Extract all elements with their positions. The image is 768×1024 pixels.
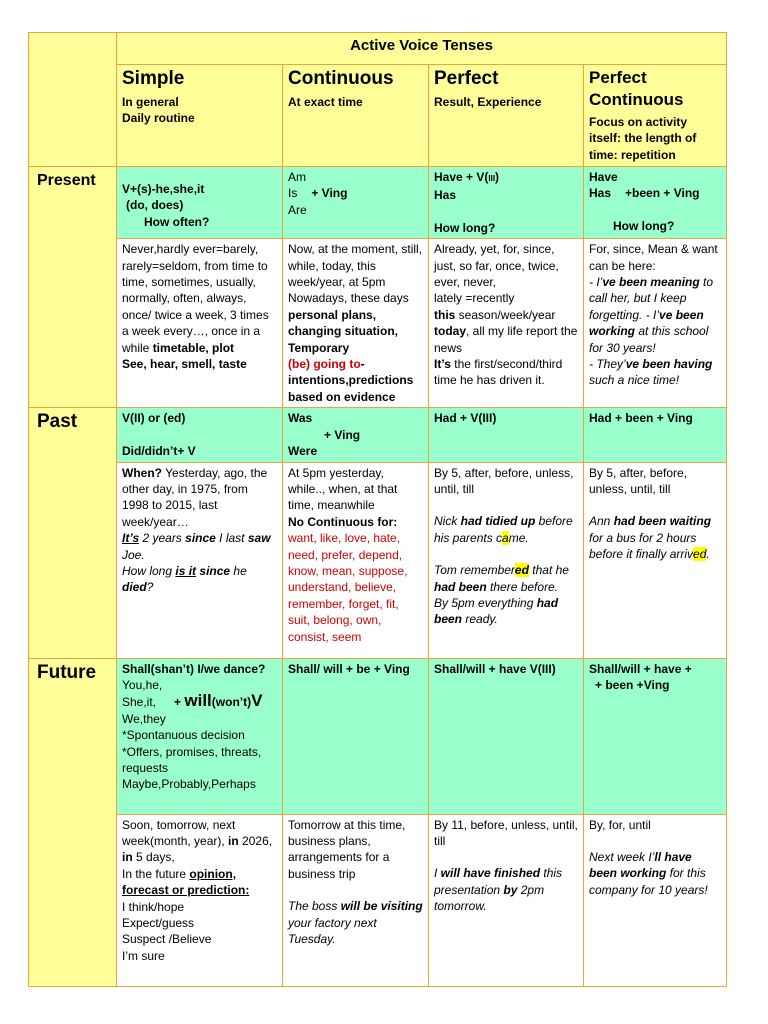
corner-cell — [29, 33, 117, 167]
use-text: 2026, — [238, 833, 273, 848]
use-text: - They’ — [589, 357, 626, 372]
column-name: Continuous — [589, 90, 684, 109]
form-line: Shall(shan’t) I/we dance? — [122, 661, 266, 676]
use-text: - I’ — [589, 275, 603, 290]
use-text: It’s — [434, 357, 451, 372]
form-line: *Offers, promises, threats, requests — [122, 744, 262, 775]
use-text: for this company for 10 years! — [589, 866, 708, 897]
form-line: Shall/ will + be + Ving — [288, 661, 410, 676]
use-text: timetable, plot — [152, 340, 235, 355]
column-sub: At exact time — [288, 95, 363, 109]
form-line: Are — [288, 202, 307, 217]
form-line: Were — [288, 444, 318, 459]
form-line: Have — [589, 170, 618, 184]
use-text: At 5pm yesterday, while.., when, at that time, meanwhile — [288, 465, 398, 513]
use-text: died — [122, 580, 147, 595]
column-sub: In general — [122, 95, 179, 109]
use-text: by — [503, 882, 518, 897]
future-continuous-use — [283, 814, 429, 986]
use-text: Expect/guess — [122, 915, 195, 930]
use-text: had been — [434, 579, 487, 594]
row-label-past: Past — [29, 408, 117, 658]
future-perfect-use — [429, 814, 584, 986]
form-line: We,they — [122, 711, 166, 726]
use-text: a — [502, 530, 509, 545]
use-text: personal plans, changing situation, Temporary — [288, 307, 398, 355]
use-text: Joe. — [122, 547, 145, 562]
use-text: ll have been working — [589, 849, 692, 881]
use-text: When? — [122, 465, 162, 480]
use-text: No Continuous for: — [288, 514, 398, 529]
use-text: this presentation — [434, 866, 563, 897]
use-text: 5 days, — [132, 850, 175, 865]
form-line: Is — [288, 186, 298, 201]
column-header-perfect-continuous — [584, 65, 727, 167]
use-text: for a bus for 2 hours before it finally arriv — [589, 530, 697, 562]
use-text: Soon, tomorrow, next week(month, year), — [122, 817, 236, 848]
form-line: + Ving — [324, 427, 361, 442]
future-simple-form — [117, 658, 283, 814]
use-text: ve been working — [589, 307, 704, 339]
use-text: It’s — [122, 531, 140, 546]
use-text: in — [122, 850, 133, 865]
form-line: Shall/will + have + — [589, 661, 692, 676]
future-continuous-form — [283, 658, 429, 814]
form-line: (won’t) — [211, 695, 252, 710]
form-line: *Spontanuous decision — [122, 728, 245, 743]
form-line: (do, does) — [126, 198, 184, 213]
form-line: Had + been + Ving — [589, 411, 693, 426]
use-text: there before. — [486, 579, 559, 594]
use-text: ed — [514, 563, 529, 578]
use-text: Next week I’ — [589, 849, 655, 864]
form-line: How long? — [613, 218, 675, 233]
use-text: I think/hope — [122, 899, 185, 914]
use-text: . — [706, 547, 710, 562]
past-continuous-form — [283, 408, 429, 462]
use-text: The boss — [288, 899, 341, 914]
present-perfect-form — [429, 167, 584, 239]
use-text: ve been having — [625, 357, 713, 372]
present-perfect-continuous-form — [584, 167, 727, 239]
use-text: your factory next Tuesday. — [288, 915, 377, 946]
use-text: today — [434, 324, 467, 339]
use-text: is it — [175, 563, 197, 578]
use-text: In the future — [122, 866, 190, 881]
use-text: to call her, but I keep forgetting. - I’ — [589, 275, 714, 322]
present-perfect-continuous-use — [584, 239, 727, 408]
past-continuous-use — [283, 462, 429, 658]
tenses-table — [28, 32, 727, 987]
present-continuous-form — [283, 167, 429, 239]
table-title: Active Voice Tenses — [117, 33, 727, 65]
past-perfect-use — [429, 462, 584, 658]
use-text: Already, yet, for, since, just, so far, once, twice, ever, never, — [434, 242, 559, 290]
column-name: Simple — [122, 68, 185, 89]
form-line: + Ving — [311, 186, 348, 201]
use-text: ve been meaning — [602, 275, 700, 290]
use-text: he — [230, 563, 247, 578]
form-line: + — [174, 695, 185, 710]
form-line: You,he, — [122, 677, 163, 692]
use-text: -intentions,predictions based on evidence — [288, 357, 414, 404]
present-simple-form — [117, 167, 283, 239]
use-text: By 11, before, unless, until, till — [434, 817, 578, 848]
use-text: want, like, love, hate, need, prefer, depend, know, mean, suppose, understand, believe, remember, forget, fit, suit, belong, own, consist, seem — [288, 531, 408, 644]
form-line: Shall/will + have V(III) — [434, 661, 556, 676]
use-text: Ann — [589, 514, 614, 529]
form-line: How long? — [434, 220, 496, 235]
column-sub: Result, Experience — [434, 95, 542, 109]
use-text: Suspect /Believe — [122, 932, 212, 947]
use-text: since — [185, 531, 216, 546]
form-sup: III — [488, 174, 496, 183]
past-perfect-form — [429, 408, 584, 462]
use-text: Tom remember — [434, 563, 515, 578]
form-line: V — [251, 691, 263, 711]
use-text: I’m sure — [122, 948, 165, 963]
form-line: How often? — [144, 214, 210, 229]
use-text: ? — [146, 580, 154, 595]
form-line: V(II) or (ed) — [122, 411, 186, 426]
form-line: Has — [434, 188, 457, 203]
use-text: season/week/year — [455, 307, 556, 322]
use-text: the first/second/third time he has driven it. — [434, 357, 563, 388]
use-text: before his parents c — [434, 514, 573, 545]
use-text: By 5, after, before, unless, until, till — [434, 465, 574, 496]
form-line: Have + V( — [434, 170, 489, 184]
present-perfect-use — [429, 239, 584, 408]
form-line: Am — [288, 170, 306, 184]
column-name: Perfect — [434, 68, 499, 89]
future-perfect-continuous-use — [584, 814, 727, 986]
use-text: opinion, forecast or prediction: — [122, 866, 250, 898]
use-text: lately =recently — [434, 291, 515, 306]
use-text: See, hear, smell, taste — [122, 357, 247, 372]
use-text: will have finished — [440, 866, 541, 881]
future-perfect-form — [429, 658, 584, 814]
use-text: 2 years — [139, 531, 186, 546]
past-simple-use — [117, 462, 283, 658]
use-text: For, since, Mean & want can be here: — [589, 242, 718, 273]
use-text: By 5, after, before, unless, until, till — [589, 465, 688, 496]
use-text: Nick — [434, 514, 461, 529]
column-sub: Focus on activity itself: the length of time: repetition — [589, 115, 697, 162]
future-simple-use — [117, 814, 283, 986]
use-text: Yesterday, ago, the other day, in 1975, from 1998 to 2015, last week/year… — [122, 465, 268, 529]
column-header-perfect — [429, 65, 584, 167]
use-text: since — [199, 563, 231, 578]
form-line: She,it, — [122, 695, 157, 710]
form-line: will — [184, 691, 212, 711]
use-text: this — [434, 307, 456, 322]
row-label-future: Future — [29, 658, 117, 986]
use-text: , all my life report the news — [434, 324, 578, 355]
use-text: at this school for 30 years! — [589, 324, 709, 355]
column-sub: Daily routine — [122, 111, 195, 126]
use-text: saw — [247, 531, 271, 546]
form-line: Maybe,Probably,Perhaps — [122, 777, 256, 792]
form-line: Has — [589, 186, 612, 201]
column-header-simple — [117, 65, 283, 167]
use-text: I last — [215, 531, 248, 546]
use-text: By, for, until — [589, 817, 651, 832]
use-text: me. — [508, 530, 529, 545]
use-text: that he — [528, 563, 569, 578]
use-text: had been waiting — [613, 514, 712, 529]
use-text: I — [434, 866, 441, 881]
form-line: Did/didn’t+ V — [122, 443, 196, 458]
form-line: ) — [495, 170, 500, 184]
use-text: How long — [122, 563, 176, 578]
use-text: (be) going to — [288, 357, 361, 372]
column-name: Continuous — [288, 68, 394, 89]
form-line: Had + V(III) — [434, 411, 497, 426]
use-text: Never,hardly ever=barely, rarely=seldom, from time to time, sometimes, usually, normally, often, always, once/ twice a week, 3 times a week every…, once in a while — [122, 242, 269, 355]
present-simple-use — [117, 239, 283, 408]
present-continuous-use — [283, 239, 429, 408]
use-text: will be visiting — [340, 899, 423, 914]
form-line: V+(s)-he,she,it — [122, 182, 205, 196]
use-text: Now, at the moment, still, while, today, this week/year, at 5pm Nowadays, these days — [288, 242, 423, 306]
row-label-present: Present — [29, 167, 117, 408]
use-text: By 5pm everything — [434, 595, 537, 610]
use-text: such a nice time! — [589, 373, 680, 388]
past-perfect-continuous-form — [584, 408, 727, 462]
column-name: Perfect — [589, 68, 647, 87]
form-line: Was — [288, 411, 313, 426]
future-perfect-continuous-form — [584, 658, 727, 814]
use-text: ready. — [462, 612, 498, 627]
use-text: 2pm tomorrow. — [434, 882, 545, 914]
column-header-continuous — [283, 65, 429, 167]
form-line: +been + Ving — [625, 186, 700, 201]
past-perfect-continuous-use — [584, 462, 727, 658]
use-text: ed — [693, 547, 707, 562]
use-text: had been — [434, 595, 559, 627]
use-text: in — [228, 833, 239, 848]
use-text: had tidied up — [460, 514, 536, 529]
past-simple-form — [117, 408, 283, 462]
use-text: Tomorrow at this time, business plans, arrangements for a business trip — [288, 817, 406, 881]
form-line: + been +Ving — [595, 677, 670, 692]
